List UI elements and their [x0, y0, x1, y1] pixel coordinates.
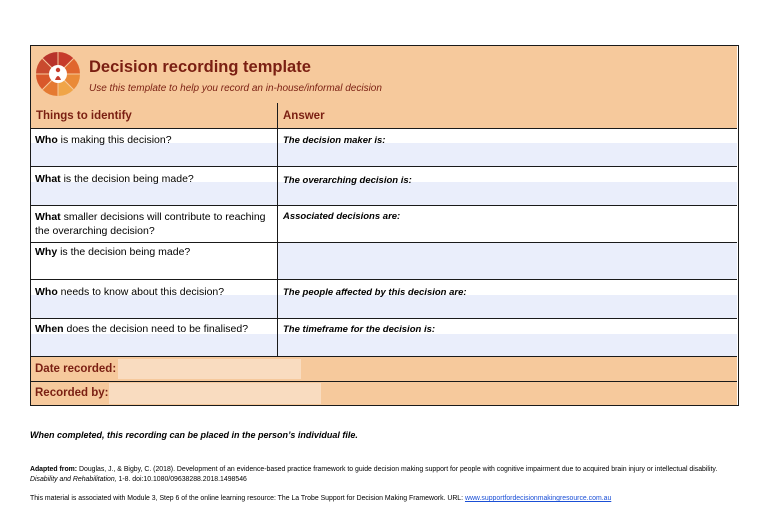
recorded-by-field[interactable]: [109, 383, 321, 404]
question-cell: [31, 280, 278, 318]
decision-wheel-logo-icon: [35, 51, 81, 97]
date-recorded-row: [31, 357, 737, 382]
table-row: [31, 280, 737, 319]
question-cell: [31, 167, 278, 205]
resource-link[interactable]: www.supportfordecisionmakingresource.com.au: [464, 495, 612, 502]
column-header-things: Things to identify: [31, 103, 278, 129]
question-cell: [31, 129, 278, 166]
recorded-by-row: [31, 382, 737, 405]
answer-cell[interactable]: [278, 129, 737, 166]
question-text: What is the decision being made?: [35, 173, 194, 185]
adapted-from-citation: Adapted from: Douglas, J., & Bigby, C. (2018). Development of an evidence-based practice framework to guide decision making support for people with cognitive impairment due to acquired brain injury or intellectual disability. Disability and Rehabilitation, 1-8. doi:10.1080/09638288.2018.1498546: [30, 466, 718, 483]
question-text: What smaller decisions will contribute to reaching the overarching decision?: [35, 211, 266, 237]
recorded-by-label: Recorded by:: [35, 387, 109, 399]
question-cell: [31, 319, 278, 356]
date-recorded-field[interactable]: [118, 359, 301, 379]
question-text: Who is making this decision?: [35, 134, 172, 146]
table-row: [31, 206, 737, 243]
question-cell: [31, 243, 278, 279]
answer-prompt: The timeframe for the decision is:: [283, 324, 436, 335]
answer-cell[interactable]: [278, 280, 737, 318]
table-row: [31, 243, 737, 280]
page-subtitle: Use this template to help you record an in-house/informal decision: [89, 83, 382, 94]
date-recorded-label: Date recorded:: [35, 363, 117, 375]
table-row: [31, 167, 737, 206]
template-header: [31, 46, 737, 104]
completion-note: When completed, this recording can be placed in the person’s individual file.: [30, 430, 358, 440]
column-header-answer: Answer: [278, 103, 737, 129]
answer-prompt: The overarching decision is:: [283, 175, 412, 186]
page-title: Decision recording template: [89, 58, 311, 76]
question-text: When does the decision need to be finalised?: [35, 323, 249, 335]
answer-cell[interactable]: [278, 167, 737, 205]
answer-prompt: The people affected by this decision are:: [283, 287, 467, 298]
decision-template-table: [30, 45, 739, 406]
answer-cell[interactable]: [278, 243, 737, 279]
answer-cell[interactable]: [278, 319, 737, 356]
answer-prompt: The decision maker is:: [283, 135, 386, 146]
module-reference: This material is associated with Module 3, Step 6 of the online learning resource: The La Trobe Support for Decision Making Framework. URL: www.supportfordecisionmakingresource.com.au: [30, 495, 612, 502]
answer-cell[interactable]: [278, 206, 737, 242]
table-row: [31, 129, 737, 167]
answer-prompt: Associated decisions are:: [283, 211, 401, 222]
question-text: Why is the decision being made?: [35, 246, 191, 258]
table-row: [31, 319, 737, 357]
question-text: Who needs to know about this decision?: [35, 286, 225, 298]
question-cell: [31, 206, 278, 242]
